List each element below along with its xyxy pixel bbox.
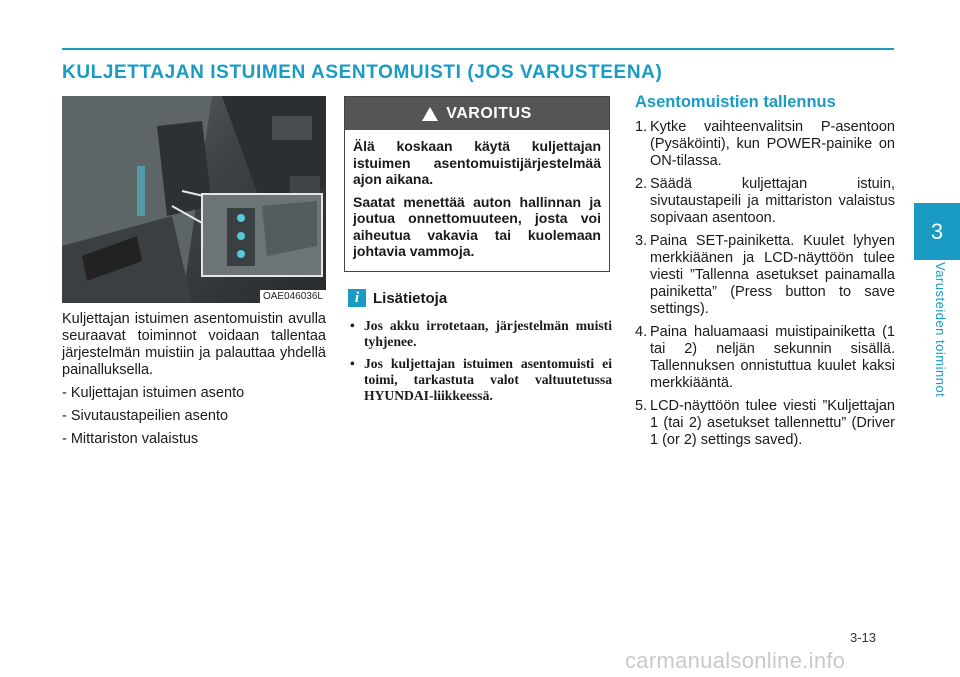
step-item xyxy=(635,324,895,392)
step-text: LCD-näyttöön tulee viesti ”Kuljettajan 1 (tai 2) asetukset tallennettu” (Driver 1 (or 2) settings saved). xyxy=(650,398,895,448)
chapter-number: 3 xyxy=(930,218,944,244)
intro-column xyxy=(62,311,326,454)
intro-item: - Kuljettajan istuimen asento xyxy=(62,385,245,401)
top-rule xyxy=(62,48,894,50)
page-title: KULJETTAJAN ISTUIMEN ASENTOMUISTI (JOS VARUSTEENA) xyxy=(62,62,663,83)
warning-title: VAROITUS xyxy=(446,104,532,122)
info-header xyxy=(348,289,447,307)
step-number: 4. xyxy=(635,324,648,340)
section-title: Asentomuistien tallennus xyxy=(635,93,836,111)
step-number: 5. xyxy=(635,398,648,414)
info-list xyxy=(350,318,612,410)
step-text: Paina SET-painiketta. Kuulet lyhyen merkkiäänen ja LCD-näyttöön tulee viesti ”Tallenna asetukset painamalla painiketta” (Press button to save settings). xyxy=(650,233,895,317)
info-icon: i xyxy=(348,289,366,307)
page-number: 3-13 xyxy=(850,630,877,645)
step-text: Kytke vaihteenvalitsin P-asentoon (Pysäköinti), kun POWER-painike on ON-tilassa. xyxy=(650,119,895,169)
step-text: Säädä kuljettajan istuin, sivutaustapeili ja mittariston valaistus sopivaan asentoon. xyxy=(650,176,895,226)
step-number: 1. xyxy=(635,119,648,135)
warning-box xyxy=(344,96,610,272)
warning-triangle-icon xyxy=(422,107,438,121)
door-illustration xyxy=(62,96,326,303)
warning-header xyxy=(345,97,609,130)
warning-paragraph: Älä koskaan käytä kuljettajan istuimen asentomuistijärjestelmää ajon aikana. xyxy=(353,138,601,187)
steps-list xyxy=(635,119,895,455)
step-item xyxy=(635,176,895,227)
figure-code: OAE046036L xyxy=(260,290,326,303)
step-item xyxy=(635,119,895,170)
warning-paragraph: Saatat menettää auton hallinnan ja joutua onnettomuuteen, josta voi aiheutua vakavia tai kuolemaan johtavia vammoja. xyxy=(353,193,601,259)
step-text: Paina haluamaasi muistipainiketta (1 tai 2) neljän sekunnin sisällä. Tallennuksen onnistuttua kuulet kaksi merkkiääntä. xyxy=(650,324,895,391)
step-number: 2. xyxy=(635,176,648,192)
info-title: Lisätietoja xyxy=(373,289,448,307)
step-item xyxy=(635,233,895,318)
step-number: 3. xyxy=(635,233,648,249)
chapter-tab[interactable] xyxy=(914,203,960,260)
intro-item: - Mittariston valaistus xyxy=(62,431,199,447)
chapter-label: Varusteiden toiminnot xyxy=(933,262,948,398)
intro-item: - Sivutaustapeilien asento xyxy=(62,408,229,424)
door-panel-figure xyxy=(62,96,326,303)
warning-body xyxy=(345,130,609,260)
step-item xyxy=(635,398,895,449)
info-item: • Jos kuljettajan istuimen asentomuisti ei toimi, tarkastuta valot valtuutetussa HYUNDAI-liikkeessä. xyxy=(350,356,612,404)
intro-paragraph: Kuljettajan istuimen asentomuistin avulla seuraavat toiminnot voidaan tallentaa järjestelmän muistiin ja palauttaa yhdellä painalluksella. xyxy=(62,311,326,378)
info-item: • Jos akku irrotetaan, järjestelmän muisti tyhjenee. xyxy=(350,318,612,350)
watermark: carmanualsonline.info xyxy=(625,648,846,673)
